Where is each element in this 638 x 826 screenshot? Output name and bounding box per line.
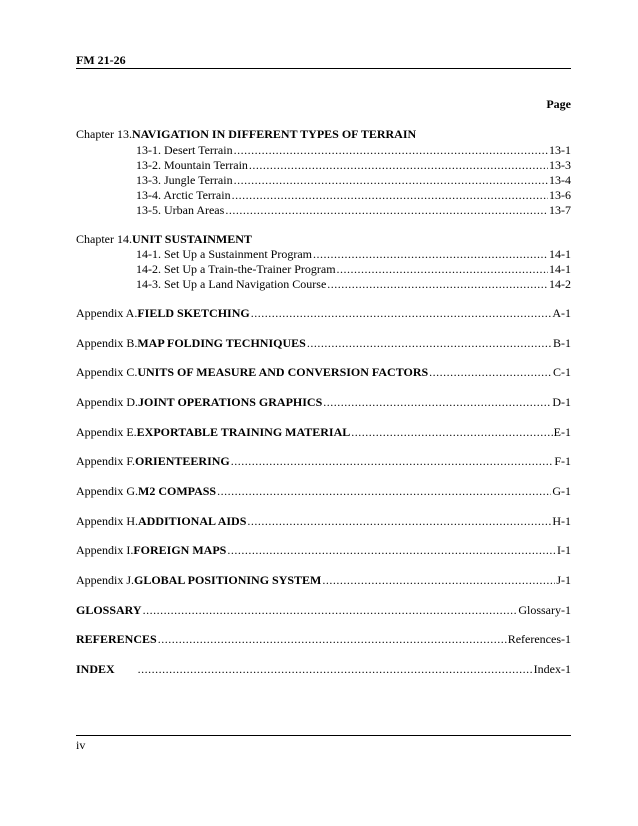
entry-page: D-1 bbox=[552, 395, 571, 409]
document-id: FM 21-26 bbox=[76, 53, 126, 67]
entry-page: Glossary-1 bbox=[518, 603, 571, 617]
dot-leader bbox=[322, 573, 555, 588]
toc-appendix-d[interactable] bbox=[76, 395, 571, 410]
dot-leader bbox=[225, 203, 548, 218]
appendix-title: EXPORTABLE TRAINING MATERIAL bbox=[136, 425, 351, 439]
dot-leader bbox=[247, 514, 551, 529]
entry-label: 13-3. Jungle Terrain bbox=[136, 173, 233, 187]
dot-leader bbox=[429, 365, 552, 380]
dot-leader bbox=[323, 395, 551, 410]
entry-page: 14-2 bbox=[549, 277, 571, 291]
toc-appendix-c[interactable] bbox=[76, 365, 571, 380]
entry-label: 13-4. Arctic Terrain bbox=[136, 188, 231, 202]
chapter-14-heading bbox=[76, 232, 252, 247]
toc-appendix-j[interactable] bbox=[76, 573, 571, 588]
entry-label: 13-1. Desert Terrain bbox=[136, 143, 233, 157]
appendix-title: FOREIGN MAPS bbox=[133, 543, 227, 557]
entry-page: 13-6 bbox=[549, 188, 571, 202]
appendix-prefix: Appendix B. bbox=[76, 336, 138, 350]
entry-page: A-1 bbox=[552, 306, 571, 320]
appendix-title: JOINT OPERATIONS GRAPHICS bbox=[138, 395, 323, 409]
entry-label: 14-1. Set Up a Sustainment Program bbox=[136, 247, 312, 261]
toc-appendix-e[interactable] bbox=[76, 425, 571, 440]
entry-page: References-1 bbox=[507, 632, 571, 646]
dot-leader bbox=[234, 173, 548, 188]
toc-entry-13-5[interactable] bbox=[136, 203, 571, 218]
dot-leader bbox=[337, 262, 548, 277]
entry-page: 14-1 bbox=[549, 247, 571, 261]
chapter-13-heading bbox=[76, 127, 416, 142]
toc-appendix-g[interactable] bbox=[76, 484, 571, 499]
appendix-prefix: Appendix H. bbox=[76, 514, 138, 528]
appendix-title: MAP FOLDING TECHNIQUES bbox=[137, 336, 306, 350]
entry-page: J-1 bbox=[556, 573, 571, 587]
toc-entry-13-3[interactable] bbox=[136, 173, 571, 188]
dot-leader bbox=[251, 306, 552, 321]
page-column-label: Page bbox=[546, 97, 571, 111]
chapter-title: NAVIGATION IN DIFFERENT TYPES OF TERRAIN bbox=[132, 127, 417, 141]
entry-page: E-1 bbox=[553, 425, 571, 439]
entry-page: 13-1 bbox=[549, 143, 571, 157]
entry-page: 13-7 bbox=[549, 203, 571, 217]
header-rule bbox=[76, 68, 571, 69]
toc-entry-14-3[interactable] bbox=[136, 277, 571, 292]
toc-entry-14-1[interactable] bbox=[136, 247, 571, 262]
toc-references[interactable] bbox=[76, 632, 571, 647]
appendix-title: GLOBAL POSITIONING SYSTEM bbox=[134, 573, 322, 587]
entry-page: G-1 bbox=[552, 484, 571, 498]
appendix-prefix: Appendix G. bbox=[76, 484, 138, 498]
footer-rule bbox=[76, 735, 571, 736]
chapter-title: UNIT SUSTAINMENT bbox=[132, 232, 252, 246]
dot-leader bbox=[227, 543, 556, 558]
appendix-prefix: Appendix E. bbox=[76, 425, 137, 439]
toc-appendix-i[interactable] bbox=[76, 543, 571, 558]
appendix-prefix: Appendix J. bbox=[76, 573, 134, 587]
dot-leader bbox=[232, 188, 548, 203]
entry-page: B-1 bbox=[553, 336, 571, 350]
entry-label: 14-2. Set Up a Train-the-Trainer Program bbox=[136, 262, 336, 276]
toc-entry-13-2[interactable] bbox=[136, 158, 571, 173]
dot-leader bbox=[249, 158, 548, 173]
dot-leader bbox=[307, 336, 552, 351]
chapter-label: Chapter 13. bbox=[76, 127, 132, 141]
appendix-title: FIELD SKETCHING bbox=[137, 306, 250, 320]
dot-leader bbox=[143, 603, 518, 618]
entry-page: 13-3 bbox=[549, 158, 571, 172]
toc-index[interactable] bbox=[76, 662, 571, 677]
dot-leader bbox=[313, 247, 548, 262]
entry-page: C-1 bbox=[553, 365, 571, 379]
footer-page-number: iv bbox=[76, 738, 86, 752]
dot-leader bbox=[234, 143, 548, 158]
entry-label: 13-2. Mountain Terrain bbox=[136, 158, 248, 172]
appendix-title: ORIENTEERING bbox=[135, 454, 230, 468]
appendix-prefix: Appendix D. bbox=[76, 395, 138, 409]
entry-page: Index-1 bbox=[533, 662, 571, 676]
backmatter-title: REFERENCES bbox=[76, 632, 157, 646]
dot-leader bbox=[158, 632, 507, 647]
entry-page: I-1 bbox=[557, 543, 571, 557]
entry-page: 14-1 bbox=[549, 262, 571, 276]
appendix-prefix: Appendix I. bbox=[76, 543, 134, 557]
toc-appendix-a[interactable] bbox=[76, 306, 571, 321]
entry-label: 14-3. Set Up a Land Navigation Course bbox=[136, 277, 327, 291]
dot-leader bbox=[231, 454, 554, 469]
entry-page: H-1 bbox=[552, 514, 571, 528]
dot-leader bbox=[217, 484, 551, 499]
toc-entry-13-1[interactable] bbox=[136, 143, 571, 158]
entry-label: 13-5. Urban Areas bbox=[136, 203, 225, 217]
appendix-prefix: Appendix F. bbox=[76, 454, 136, 468]
dot-leader bbox=[327, 277, 548, 292]
entry-page: F-1 bbox=[554, 454, 571, 468]
toc-glossary[interactable] bbox=[76, 603, 571, 618]
dot-leader bbox=[138, 662, 533, 677]
chapter-label: Chapter 14. bbox=[76, 232, 132, 246]
toc-appendix-f[interactable] bbox=[76, 454, 571, 469]
toc-entry-14-2[interactable] bbox=[136, 262, 571, 277]
entry-page: 13-4 bbox=[549, 173, 571, 187]
backmatter-title: GLOSSARY bbox=[76, 603, 142, 617]
appendix-prefix: Appendix C. bbox=[76, 365, 138, 379]
appendix-title: ADDITIONAL AIDS bbox=[138, 514, 247, 528]
toc-appendix-h[interactable] bbox=[76, 514, 571, 529]
toc-entry-13-4[interactable] bbox=[136, 188, 571, 203]
appendix-prefix: Appendix A. bbox=[76, 306, 138, 320]
appendix-title: UNITS OF MEASURE AND CONVERSION FACTORS bbox=[137, 365, 429, 379]
backmatter-title: INDEX bbox=[76, 662, 115, 676]
appendix-title: M2 COMPASS bbox=[138, 484, 217, 498]
toc-appendix-b[interactable] bbox=[76, 336, 571, 351]
dot-leader bbox=[351, 425, 552, 440]
